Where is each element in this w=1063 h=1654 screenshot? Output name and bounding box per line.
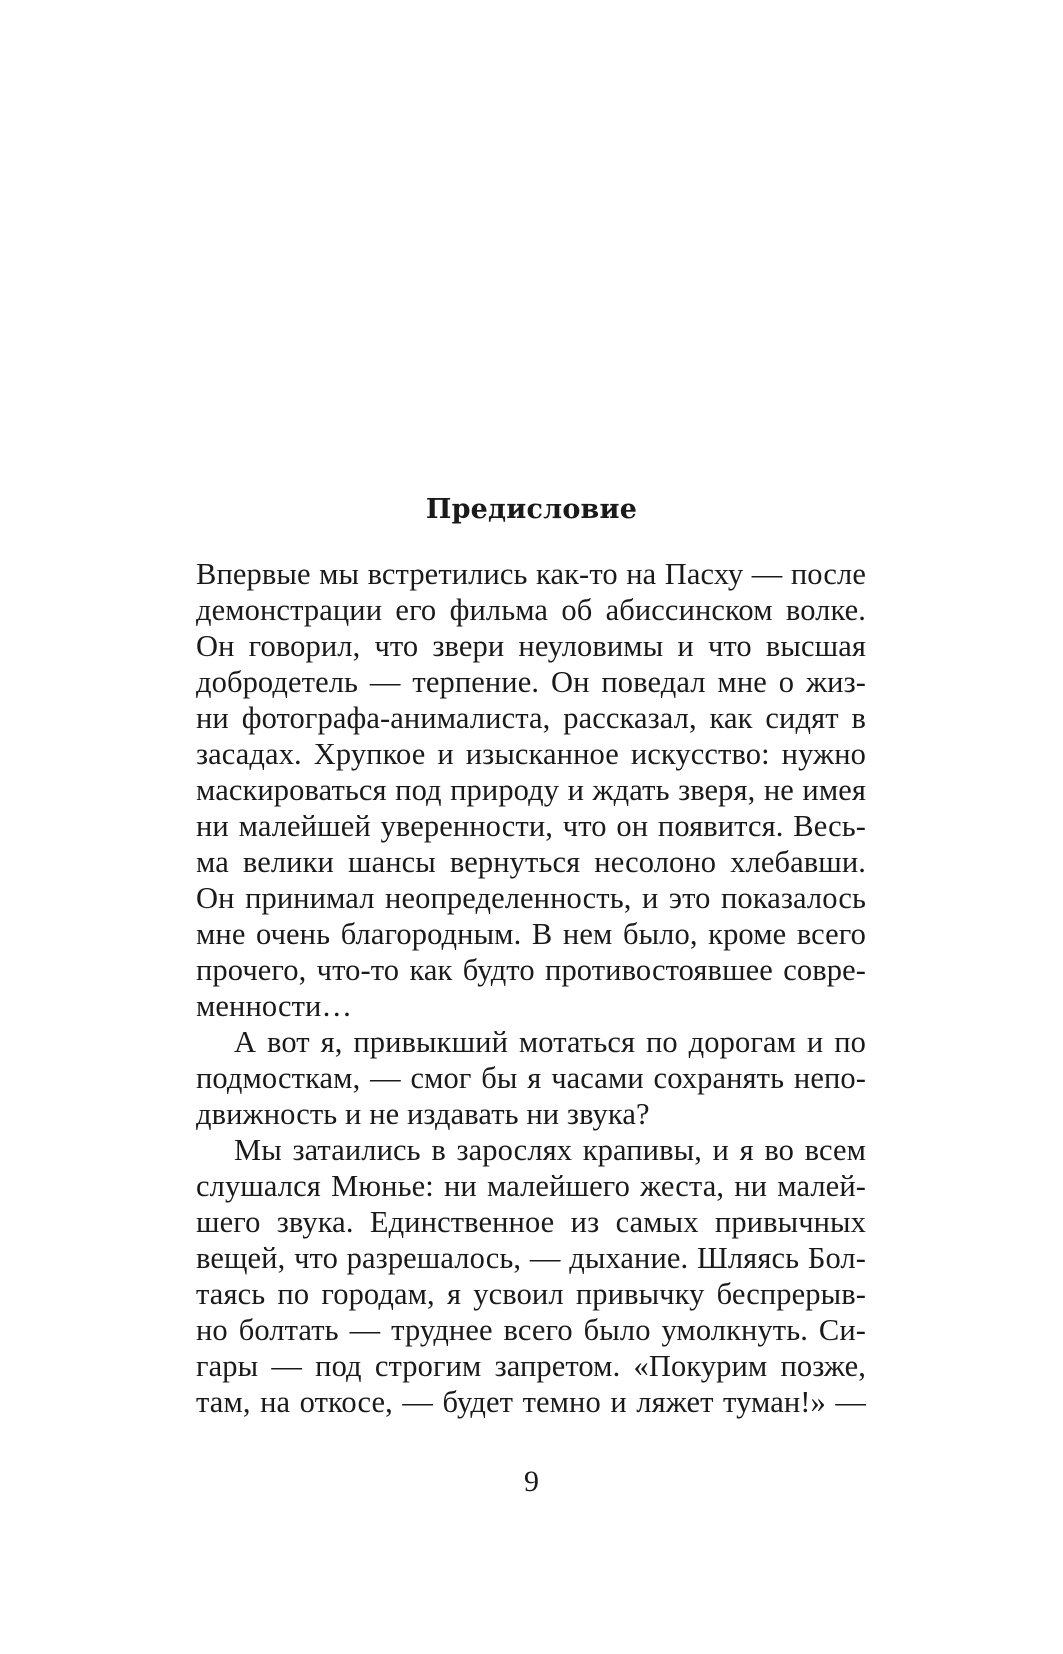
text-line: маскироваться под природу и ждать зверя, не имея bbox=[196, 773, 866, 807]
text-line: засадах. Хрупкое и изысканное искусство: нужно bbox=[196, 737, 866, 771]
paragraph-1 bbox=[196, 556, 866, 1024]
text-line: А вот я, привыкший мотаться по дорогам и по bbox=[234, 1025, 866, 1059]
text-line: Впервые мы встретились как-то на Пасху — после bbox=[196, 557, 866, 591]
text-line: Мы затаились в зарослях крапивы, и я во всем bbox=[234, 1133, 866, 1167]
paragraph-3 bbox=[196, 1132, 866, 1420]
text-line: подмосткам, — смог бы я часами сохранять непо- bbox=[196, 1061, 866, 1095]
text-line: менности… bbox=[196, 989, 353, 1023]
paragraph-2 bbox=[196, 1024, 866, 1132]
text-line: таясь по городам, я усвоил привычку беспрерыв- bbox=[196, 1277, 866, 1311]
text-line: Он принимал неопределенность, и это показалось bbox=[196, 881, 866, 915]
body-text bbox=[196, 556, 866, 1420]
text-line: ма велики шансы вернуться несолоно хлебавши. bbox=[196, 845, 866, 879]
text-line: демонстрации его фильма об абиссинском волке. bbox=[196, 593, 866, 627]
text-line: гары — под строгим запретом. «Покурим позже, bbox=[196, 1349, 866, 1383]
text-line: ни фотографа-анималиста, рассказал, как сидят в bbox=[196, 701, 866, 735]
chapter-title: Предисловие bbox=[425, 494, 638, 525]
page-number: 9 bbox=[524, 1465, 539, 1498]
text-line: шего звука. Единственное из самых привычных bbox=[196, 1205, 866, 1239]
text-line: слушался Мюнье: ни малейшего жеста, ни малей- bbox=[196, 1169, 866, 1203]
text-line: прочего, что-то как будто противостоявшее совре- bbox=[196, 953, 866, 987]
text-line: но болтать — труднее всего было умолкнуть. Си- bbox=[196, 1313, 866, 1347]
text-line: вещей, что разрешалось, — дыхание. Шляясь Бол- bbox=[196, 1241, 866, 1275]
text-line: ни малейшей уверенности, что он появится. Весь- bbox=[196, 809, 866, 843]
text-line: там, на откосе, — будет темно и ляжет туман!» — bbox=[196, 1385, 866, 1419]
text-line: Он говорил, что звери неуловимы и что высшая bbox=[196, 629, 866, 663]
text-line: добродетель — терпение. Он поведал мне о жиз- bbox=[196, 665, 866, 699]
text-line: мне очень благородным. В нем было, кроме всего bbox=[196, 917, 866, 951]
text-line: движность и не издавать ни звука? bbox=[196, 1097, 650, 1131]
